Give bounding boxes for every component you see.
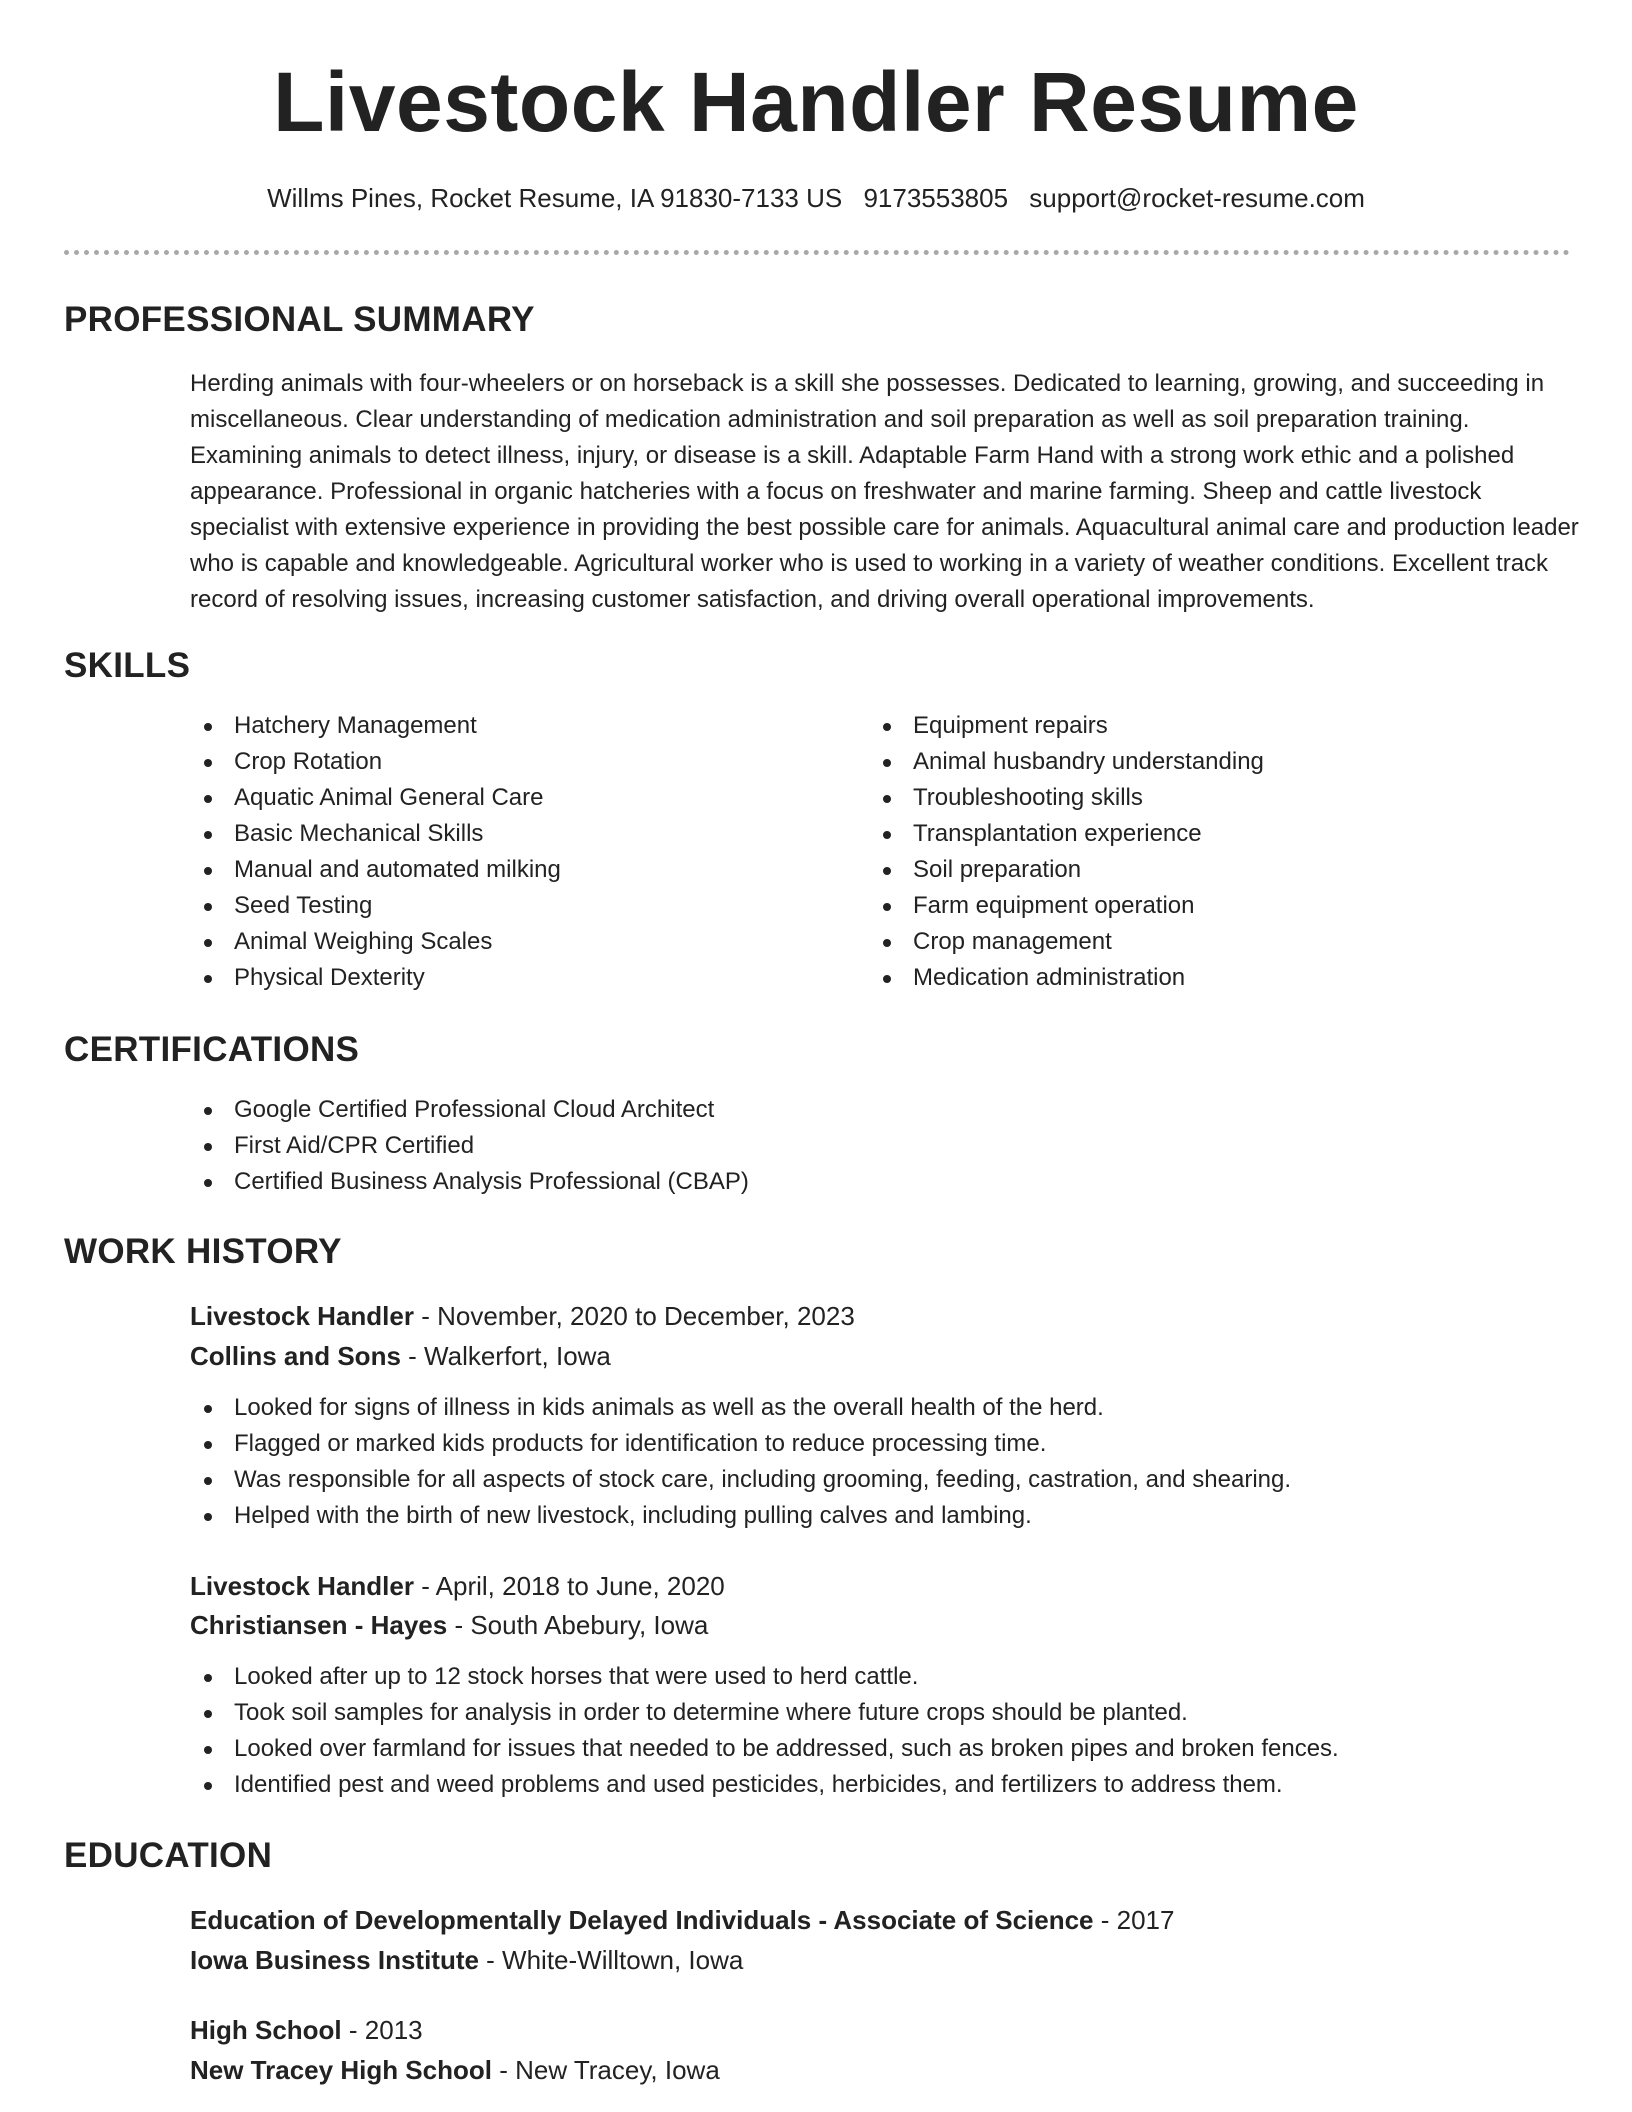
contact-phone: 9173553805 — [863, 183, 1009, 213]
certification-item: First Aid/CPR Certified — [190, 1128, 749, 1164]
resume-title: Livestock Handler Resume — [273, 55, 1359, 149]
section-title-certifications: CERTIFICATIONS — [64, 1030, 360, 1069]
education-location: - White-Willtown, Iowa — [478, 1945, 744, 1975]
certifications-list — [190, 1092, 749, 1200]
section-title-education: EDUCATION — [64, 1836, 273, 1875]
job-title-line — [190, 1296, 855, 1336]
job-bullet: Looked after up to 12 stock horses that were used to herd cattle. — [190, 1659, 1339, 1695]
contact-email: support@rocket-resume.com — [1029, 183, 1365, 213]
education-school: New Tracey High School — [190, 2055, 492, 2085]
skills-list-left — [190, 708, 561, 996]
skills-list-right — [869, 708, 1264, 996]
skill-item: Soil preparation — [869, 852, 1264, 888]
job-company-line — [190, 1605, 708, 1645]
skill-item: Hatchery Management — [190, 708, 561, 744]
skill-item: Crop management — [869, 924, 1264, 960]
job-bullet: Was responsible for all aspects of stock care, including grooming, feeding, castration, and shearing. — [190, 1462, 1291, 1498]
skill-item: Animal husbandry understanding — [869, 744, 1264, 780]
skill-item: Aquatic Animal General Care — [190, 780, 561, 816]
skill-item: Equipment repairs — [869, 708, 1264, 744]
education-location: - New Tracey, Iowa — [491, 2055, 720, 2085]
skill-item: Farm equipment operation — [869, 888, 1264, 924]
job-dates: - April, 2018 to June, 2020 — [413, 1571, 725, 1601]
education-year: - 2013 — [341, 2015, 423, 2045]
job-location: - Walkerfort, Iowa — [400, 1341, 611, 1371]
skill-item: Basic Mechanical Skills — [190, 816, 561, 852]
job-bullets — [190, 1390, 1291, 1534]
job-role: Livestock Handler — [190, 1571, 414, 1601]
skill-item: Troubleshooting skills — [869, 780, 1264, 816]
job-bullet: Looked over farmland for issues that needed to be addressed, such as broken pipes and broken fences. — [190, 1731, 1339, 1767]
section-title-work-history: WORK HISTORY — [64, 1232, 342, 1271]
education-degree: High School — [190, 2015, 342, 2045]
job-location: - South Abebury, Iowa — [447, 1610, 709, 1640]
job-company-line — [190, 1336, 611, 1376]
job-bullet: Took soil samples for analysis in order to determine where future crops should be planted. — [190, 1695, 1339, 1731]
skill-item: Physical Dexterity — [190, 960, 561, 996]
section-title-summary: PROFESSIONAL SUMMARY — [64, 300, 535, 339]
education-degree-line — [190, 1900, 1174, 1940]
education-year: - 2017 — [1093, 1905, 1175, 1935]
education-school: Iowa Business Institute — [190, 1945, 479, 1975]
contact-info — [0, 180, 1632, 216]
contact-address: Willms Pines, Rocket Resume, IA 91830-7133 US — [267, 183, 843, 213]
education-degree-line — [190, 2010, 423, 2050]
job-bullet: Helped with the birth of new livestock, including pulling calves and lambing. — [190, 1498, 1291, 1534]
section-title-skills: SKILLS — [64, 646, 191, 685]
skill-item: Crop Rotation — [190, 744, 561, 780]
job-bullets — [190, 1659, 1339, 1803]
summary-text: Herding animals with four-wheelers or on horseback is a skill she possesses. Dedicated to learning, growing, and succeeding in miscellaneous. Clear understanding of medication administration and soil preparation as well as soil preparation training. Examining animals to detect illness, injury, or disease is a skill. Adaptable Farm Hand with a strong work ethic and a polished appearance. Professional in organic hatcheries with a focus on freshwater and marine farming. Sheep and cattle livestock specialist with extensive experience in providing the best possible care for animals. Aquacultural animal care and production leader who is capable and knowledgeable. Agricultural worker who is used to working in a variety of weather conditions. Excellent track record of resolving issues, increasing customer satisfaction, and driving overall operational improvements. — [190, 370, 1579, 613]
job-company: Christiansen - Hayes — [190, 1610, 448, 1640]
education-degree: Education of Developmentally Delayed Individuals - Associate of Science — [190, 1905, 1094, 1935]
education-school-line — [190, 1940, 743, 1980]
header-divider — [64, 250, 1570, 255]
certification-item: Certified Business Analysis Professional (CBAP) — [190, 1164, 749, 1200]
skill-item: Transplantation experience — [869, 816, 1264, 852]
skill-item: Seed Testing — [190, 888, 561, 924]
skill-item: Manual and automated milking — [190, 852, 561, 888]
skill-item: Animal Weighing Scales — [190, 924, 561, 960]
job-bullet: Identified pest and weed problems and used pesticides, herbicides, and fertilizers to address them. — [190, 1767, 1339, 1803]
job-company: Collins and Sons — [190, 1341, 401, 1371]
education-school-line — [190, 2050, 720, 2090]
job-bullet: Looked for signs of illness in kids animals as well as the overall health of the herd. — [190, 1390, 1291, 1426]
skill-item: Medication administration — [869, 960, 1264, 996]
job-bullet: Flagged or marked kids products for identification to reduce processing time. — [190, 1426, 1291, 1462]
job-dates: - November, 2020 to December, 2023 — [413, 1301, 855, 1331]
job-title-line — [190, 1566, 725, 1606]
certification-item: Google Certified Professional Cloud Architect — [190, 1092, 749, 1128]
job-role: Livestock Handler — [190, 1301, 414, 1331]
